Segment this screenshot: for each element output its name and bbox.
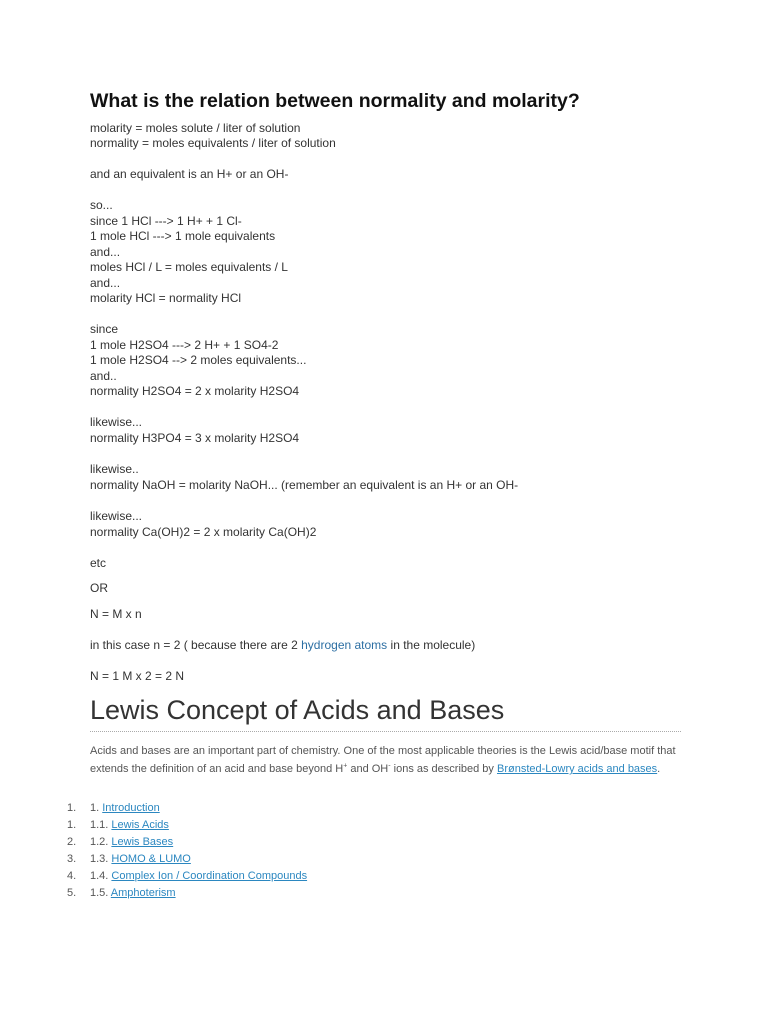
intro-text: Acids and bases are an important part of chemistry. One of the most applicable theories is the Lewis acid/base motif that extends the definition of an acid and base beyond H [90,745,676,775]
toc-item [0,851,768,867]
answer-line: and... [90,276,121,290]
answer-line: normality H2SO4 = 2 x molarity H2SO4 [90,384,300,398]
toc-prefix: 1.3. [90,853,112,865]
answer-text: in this case n = 2 ( because there are 2 [90,638,302,652]
answer-line: normality NaOH = molarity NaOH... (remember an equivalent is an H+ or an OH- [90,478,519,492]
toc-number: 1. [67,802,77,814]
toc-link-introduction[interactable]: Introduction [102,802,160,814]
answer-line: etc [90,556,107,570]
toc-item [0,868,768,884]
answer-line: N = M x n [90,607,142,621]
toc-entry [90,851,191,867]
answer-line: since 1 HCl ---> 1 H+ + 1 Cl- [90,214,242,228]
answer-line: since [90,322,119,336]
toc-item [0,834,768,850]
answer-line: molarity = moles solute / liter of solution [90,121,301,135]
superscript: - [388,762,391,770]
toc-link-amphoterism[interactable]: Amphoterism [110,887,176,899]
toc-prefix: 1.1. [90,819,112,831]
answer-line: and an equivalent is an H+ or an OH- [90,167,289,181]
answer-line: and... [90,245,121,259]
answer-line: normality Ca(OH)2 = 2 x molarity Ca(OH)2 [90,525,317,539]
toc-prefix: 1.5. [90,887,111,899]
answer-text: in the molecule) [387,638,476,652]
answer-line: and.. [90,369,117,383]
answer-line: 1 mole HCl ---> 1 mole equivalents [90,229,276,243]
toc-link-homo-lumo[interactable]: HOMO & LUMO [111,853,191,865]
toc-entry [90,868,307,884]
toc-item [0,885,768,901]
section-divider [90,731,681,732]
answer-line: molarity HCl = normality HCl [90,291,242,305]
intro-text: ions as described by [390,763,497,775]
toc-prefix: 1.2. [90,836,112,848]
toc-prefix: 1.4. [90,870,112,882]
toc-item [0,817,768,833]
answer-line: N = 1 M x 2 = 2 N [90,669,185,683]
toc-entry [90,885,176,901]
intro-text: . [657,763,661,775]
toc-link-complex-ion[interactable]: Complex Ion / Coordination Compounds [111,870,308,882]
toc-link-lewis-bases[interactable]: Lewis Bases [111,836,174,848]
hydrogen-atoms-link[interactable]: hydrogen atoms [301,638,388,652]
answer-line: 1 mole H2SO4 ---> 2 H+ + 1 SO4-2 [90,338,279,352]
toc-entry [90,817,169,833]
toc-item [0,800,768,816]
toc-number: 1. [67,819,77,831]
answer-line: 1 mole H2SO4 --> 2 moles equivalents... [90,353,307,367]
toc-link-lewis-acids[interactable]: Lewis Acids [111,819,169,831]
toc-entry [90,800,160,816]
question-title: What is the relation between normality and molarity? [90,90,580,112]
toc-prefix: 1. [90,802,103,814]
answer-line: OR [90,581,108,595]
intro-text: and OH [347,763,389,775]
superscript: + [343,762,348,770]
answer-line: likewise... [90,415,143,429]
answer-line [90,638,475,654]
answer-line: normality = moles equivalents / liter of solution [90,136,336,150]
toc-number: 5. [67,887,77,899]
toc-number: 4. [67,870,77,882]
answer-line: normality H3PO4 = 3 x molarity H2SO4 [90,431,300,445]
toc-number: 3. [67,853,77,865]
bronsted-lowry-link[interactable]: Brønsted-Lowry acids and bases [496,763,658,775]
section-title: Lewis Concept of Acids and Bases [90,695,505,725]
answer-line: likewise... [90,509,143,523]
intro-paragraph [90,742,686,778]
toc-entry [90,834,173,850]
toc-number: 2. [67,836,77,848]
answer-line: likewise.. [90,462,139,476]
answer-line: moles HCl / L = moles equivalents / L [90,260,288,274]
answer-line: so... [90,198,113,212]
